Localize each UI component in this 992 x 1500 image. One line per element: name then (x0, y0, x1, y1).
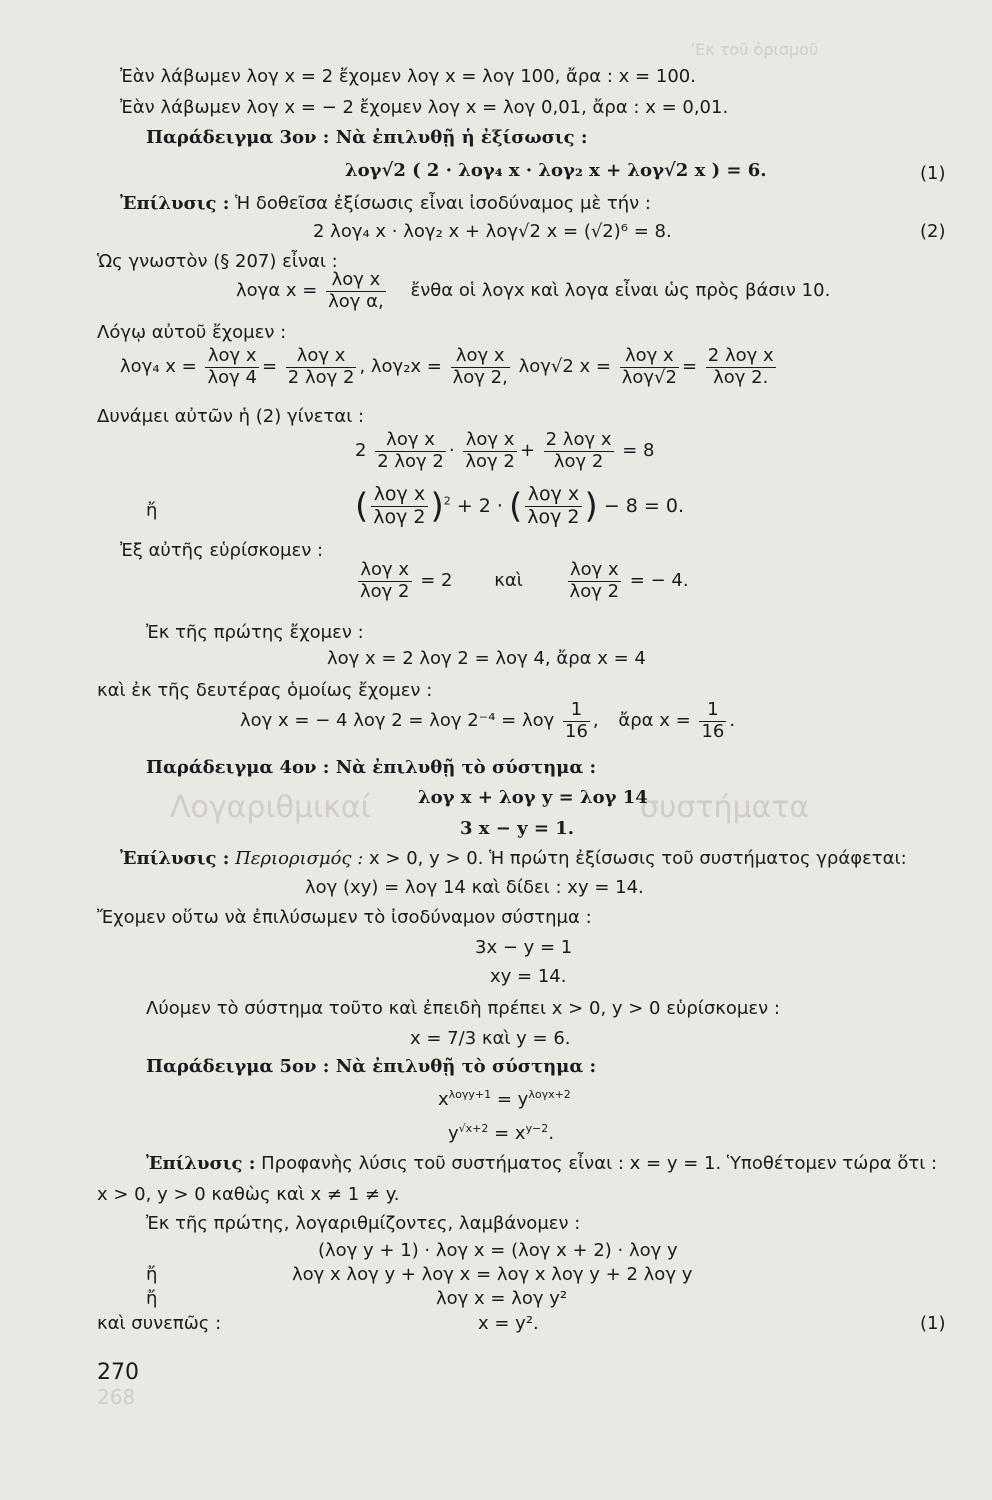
text-line: x > 0, y > 0 καθὼς καὶ x ≠ 1 ≠ y. (97, 1184, 400, 1205)
fraction (706, 346, 776, 388)
denominator: λογ 2 (553, 450, 604, 472)
equation: λογ x = 2 λογ 2 = λογ 4, ἄρα x = 4 (327, 648, 646, 669)
paren: ) (430, 486, 444, 527)
equation (236, 270, 830, 312)
equation (355, 484, 684, 529)
denominator: 2 λογ 2 (287, 366, 355, 388)
equation: x = 7/3 καὶ y = 6. (410, 1028, 571, 1049)
text-line: Ἐὰν λάβωμεν λογ x = 2 ἔχομεν λογ x = λογ 100, ἄρα : x = 100. (120, 66, 696, 87)
numerator: 1 (563, 700, 590, 722)
denominator: λογ 2 (373, 505, 426, 528)
fraction (375, 430, 446, 472)
equation-part: . (548, 1123, 555, 1144)
denominator: λογ 2 (465, 450, 515, 472)
fraction (544, 430, 614, 472)
equation (438, 1088, 571, 1110)
equation: λογ x = − 4 λογ 2 = λογ 2⁻⁴ = λογ $\frac{1}{16}$ , ἄρα x = $\frac{1}{16}$ . (240, 699, 736, 742)
conjunction: ἤ (146, 1264, 158, 1285)
equation: λογ x + λογ y = λογ 14 (418, 787, 648, 808)
equation: 3 x − y = 1. (460, 818, 575, 839)
exponent: y−2 (525, 1122, 549, 1135)
equation-part: λογ x = − 4 λογ 2 = λογ 2⁻⁴ = λογ (240, 710, 555, 732)
equation-part: = y (491, 1089, 529, 1110)
equation-part: λογ₄ x = (120, 356, 197, 378)
equation-part: − 8 = 0. (603, 494, 685, 517)
denominator: λογ√2 (621, 366, 677, 388)
bleed-through: 268 (97, 1385, 136, 1409)
equation-tag: (1) (920, 163, 946, 184)
equation-tag: (2) (920, 221, 946, 242)
solution-text: x > 0, y > 0. Ἡ πρώτη ἐξίσωσις τοῦ συστήματος γράφεται: (369, 848, 907, 869)
numerator: λογ x (205, 346, 259, 368)
equation: xy = 14. (490, 966, 567, 987)
text-line: Ὡς γνωστὸν (§ 207) εἶναι : (97, 251, 338, 272)
fraction (620, 346, 679, 388)
equation: 3x − y = 1 (475, 937, 573, 958)
coefficient: 2 (355, 440, 367, 462)
fraction (371, 484, 427, 529)
equation-note: ἔνθα οἱ λογx καὶ λογα εἶναι ὡς πρὸς βάσιν 10. (410, 280, 831, 302)
numerator: λογ x (568, 560, 622, 582)
example-4-title: Παράδειγμα 4ον : Νὰ ἐπιλυθῇ τὸ σύστημα : (146, 757, 597, 778)
text-line: Ἔχομεν οὕτω νὰ ἐπιλύσωμεν τὸ ἰσοδύναμον σύστημα : (97, 907, 592, 928)
paren: ) (584, 486, 598, 527)
denominator: λογ 2 (569, 580, 620, 602)
numerator: λογ x (451, 346, 510, 368)
numerator: λογ x (375, 430, 446, 452)
exponent: λογy+1 (448, 1088, 492, 1101)
equation-part: = − 4. (629, 570, 689, 592)
text-line: Ἐὰν λάβωμεν λογ x = − 2 ἔχομεν λογ x = λογ 0,01, ἄρα : x = 0,01. (120, 97, 729, 118)
conjunction: καὶ (494, 570, 523, 592)
fraction (525, 484, 581, 529)
fraction (358, 560, 412, 602)
denominator: λογ 2 (360, 580, 410, 602)
equation: λογ√2 ( 2 · λογ₄ x · λογ₂ x + λογ√2 x ) = 6. (345, 160, 767, 181)
restriction-label: Περιορισμός : (235, 848, 364, 869)
solution-line (120, 848, 907, 869)
bleed-through: Λογαριθμικαί (170, 790, 371, 825)
equation (448, 1122, 554, 1144)
denominator: λογ 2, (452, 366, 508, 388)
equation: 2 λογ₄ x · λογ₂ x + λογ√2 x = (√2)⁶ = 8. (313, 221, 672, 242)
fraction (286, 346, 357, 388)
numerator: λογ x (463, 430, 517, 452)
bleed-through: ʼΕκ τοῦ ὁρισμοῦ (690, 40, 819, 59)
bleed-through: συστήματα (640, 790, 810, 825)
solution-text: Ἡ δοθεῖσα ἐξίσωσις εἶναι ἰσοδύναμος μὲ τήν : (235, 193, 651, 214)
base: x (438, 1089, 449, 1110)
conjunction: ἤ (146, 500, 158, 521)
equation-part: = x (488, 1123, 526, 1144)
denominator: λογ 2. (713, 366, 769, 388)
fraction (326, 270, 386, 312)
solution-label: Ἐπίλυσις : (120, 193, 230, 214)
fraction (699, 700, 726, 742)
conjunction: ἤ (146, 1288, 158, 1309)
exponent: λογx+2 (528, 1088, 571, 1101)
page-number: 270 (97, 1360, 139, 1385)
numerator: λογ x (371, 484, 427, 507)
solution-label: Ἐπίλυσις : (146, 1153, 256, 1174)
example-5-title: Παράδειγμα 5ον : Νὰ ἐπιλυθῇ τὸ σύστημα : (146, 1056, 597, 1077)
equation (355, 560, 689, 602)
solution-line (146, 1153, 937, 1174)
solution-line (120, 193, 651, 214)
text-line: καὶ ἐκ τῆς δευτέρας ὁμοίως ἔχομεν : (97, 680, 433, 701)
paren: ( (509, 486, 523, 527)
denominator: λογ 2 (527, 505, 580, 528)
equation-tag: (1) (920, 1313, 946, 1334)
equation: 2 λογ x 2 λογ 2 · λογ x λογ 2 + 2 λογ x λογ 2 = 8 (355, 429, 655, 472)
denominator: 16 (565, 720, 588, 742)
text-line: καὶ συνεπῶς : (97, 1313, 222, 1334)
equation-part: = 8 (622, 440, 655, 462)
exponent: 2 (443, 494, 451, 508)
numerator: 2 λογ x (707, 345, 774, 366)
fraction (205, 346, 259, 388)
exponent: √x+2 (458, 1122, 489, 1135)
denominator: 2 λογ 2 (377, 450, 444, 472)
denominator: λογ α, (328, 290, 384, 312)
base: y (448, 1123, 459, 1144)
equation-part: λογ√2 x = (518, 356, 611, 378)
equation-part: + 2 · (456, 494, 503, 517)
text-line: Ἐκ τῆς πρώτης ἔχομεν : (146, 622, 364, 643)
text-line: Ἐκ τῆς πρώτης, λογαριθμίζοντες, λαμβάνομεν : (146, 1213, 581, 1234)
denominator: 16 (701, 720, 725, 742)
equation-part: ἄρα x = (618, 710, 691, 732)
text-line: Δυνάμει αὐτῶν ἡ (2) γίνεται : (97, 406, 365, 427)
equation-part: λογ₂x = (370, 356, 442, 378)
numerator: λογ x (525, 484, 581, 507)
text-line: Ἐξ αὐτῆς εὑρίσκομεν : (120, 540, 324, 561)
equation: λογ x = λογ y² (436, 1288, 568, 1309)
numerator: 2 λογ x (545, 429, 612, 450)
equation: λογ₄ x = λογ x λογ 4 = λογ x 2 λογ 2 , λογ₂x = λογ x λογ 2, λογ√2 x = λογ x λογ√2 = 2 λογ x λογ 2. (120, 345, 774, 388)
fraction (451, 346, 510, 388)
numerator: λογ x (286, 346, 357, 368)
fraction (563, 700, 590, 742)
text-line: Λύομεν τὸ σύστημα τοῦτο καὶ ἐπειδὴ πρέπει x > 0, y > 0 εὑρίσκομεν : (146, 998, 780, 1019)
solution-label: Ἐπίλυσις : (120, 848, 230, 869)
numerator: λογ x (326, 270, 386, 292)
numerator: λογ x (358, 560, 412, 582)
text-line: Λόγῳ αὐτοῦ ἔχομεν : (97, 322, 287, 343)
example-3-title: Παράδειγμα 3ον : Νὰ ἐπιλυθῇ ἡ ἐξίσωσις : (146, 127, 588, 148)
numerator: λογ x (620, 346, 679, 368)
equation-part: λογα x = (236, 280, 318, 302)
numerator: 1 (699, 700, 726, 722)
equation-part: = 2 (420, 570, 453, 592)
fraction (463, 430, 517, 472)
equation: (λογ y + 1) · λογ x = (λογ x + 2) · λογ y (318, 1240, 678, 1261)
equation: λογ x λογ y + λογ x = λογ x λογ y + 2 λογ y (292, 1264, 693, 1285)
paren: ( (355, 486, 369, 527)
solution-text: Προφανὴς λύσις τοῦ συστήματος εἶναι : x = y = 1. Ὑποθέτομεν τώρα ὅτι : (261, 1153, 938, 1174)
equation: x = y². (478, 1313, 539, 1334)
equation: λογ (xy) = λογ 14 καὶ δίδει : xy = 14. (305, 877, 644, 898)
fraction (568, 560, 622, 602)
denominator: λογ 4 (207, 366, 257, 388)
